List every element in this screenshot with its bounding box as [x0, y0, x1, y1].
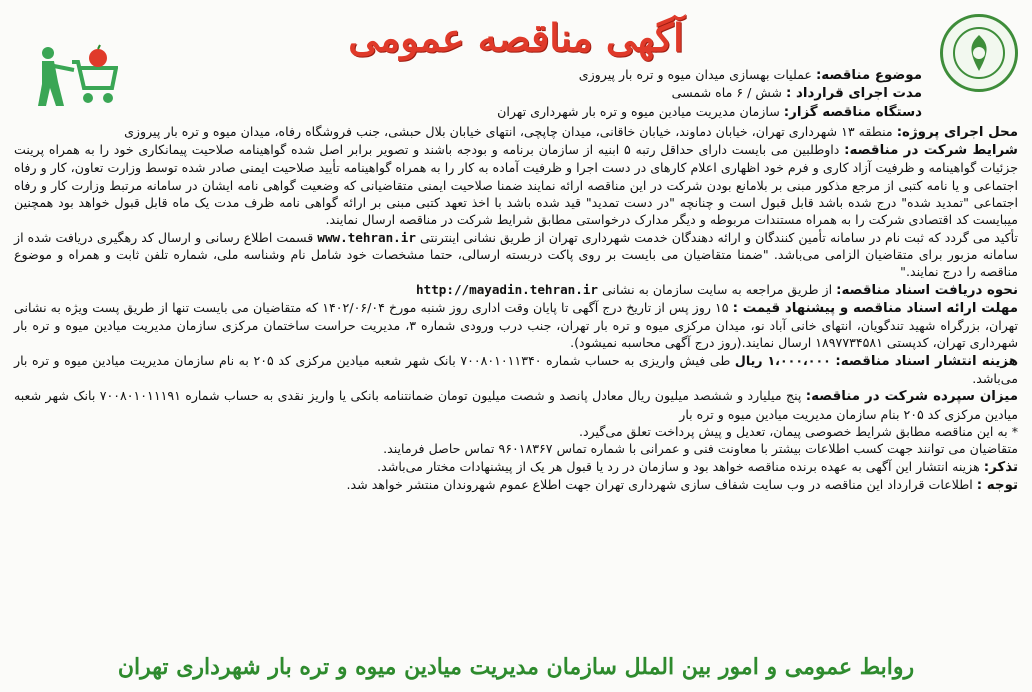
header-fields [14, 66, 922, 121]
deposit-note: * به این مناقصه مطابق شرایط خصوصی پیمان، تعدیل و پیش پرداخت تعلق می‌گیرد. [578, 423, 1018, 439]
registration-text-after: قسمت اطلاع رسانی و ارسال کد رهگیری دریافت شده از سامانه مزبور برای متقاضیان الزامی می‌باشد. "ضمنا متقاضیان می بایست بر روی پاکت دربسته ارسالی، حتما مشخصات خود شامل نام وشناسه ملی، شماره تلفن ثابت و همراه و موضوع مناقصه را درج نمایند." [14, 229, 1018, 280]
organizer-label: دستگاه مناقصه گزار: [783, 104, 922, 120]
fee-row [14, 352, 1018, 388]
location-value: منطقه ۱۳ شهرداری تهران، خیابان دماوند، خیابان خاقانی، میدان چاپچی، انتهای خیابان بلال حبشی، جنب فروشگاه رفاه، میدان میوه و تره بار پیروزی [124, 123, 893, 139]
municipality-logo-icon [940, 14, 1018, 92]
mayadin-link[interactable]: http://mayadin.tehran.ir [416, 281, 599, 297]
footer-credit: روابط عمومی و امور بین الملل سازمان مدیریت میادین میوه و تره بار شهرداری تهران [117, 654, 915, 680]
tehran-link[interactable]: www.tehran.ir [317, 229, 416, 245]
conditions-value: داوطلبین می بایست دارای حداقل رتبه ۵ ابنیه از سازمان برنامه و بودجه باشند و تصویر برابر اصل شده گواهینامه صلاحیت پیمانکاری خود را به همراه پرینت جزئیات گواهینامه و ظرفیت آزاد کاری و فرم خود اظهاری اعلام کارهای در دست اجرا و ظرفیت آماده به کار را به همراه گواهینامه تأیید صلاحیت ایمنی صادر شده توسط وزارت تعاون، کار و رفاه اجتماعی و یا نامه کتبی از مرجع مذکور مبنی بر بلامانع بودن شرکت در این مناقصه ارائه نمایند ضمنا صلاحیت ایمنی متقاضیانی که وضعیت گواهی نامه ایشان در سامانه مرتبط وزارت کار و رفاه اجتماعی "تمدید شده" درج شده باشد قابل قبول است و چنانچه "در دست تمدید" قید شده باشد با اخذ تعهد کتبی مبنی بر ارائه گواهی نامه ظرف مدت یک ماه قابل قبول خواهد بود همچنین میبایست کد اقتصادی شرکت را به همراه مستندات مربوطه و دیگر مدارک درخواستی مطابق شرایط شرکت در مناقصه ارسال نمایند. [14, 142, 1018, 228]
duration-label: مدت اجرای قرارداد : [786, 86, 922, 102]
fee-value: طی فیش واریزی به حساب شماره ۷۰۰۸۰۱۰۱۱۳۴۰ بانک شهر شعبه میادین مرکزی کد ۲۰۵ به نام سازمان مدیریت میادین میوه و تره بار می‌باشد. [14, 352, 1018, 387]
subject-row [14, 66, 922, 84]
shopping-cart-icon [34, 44, 118, 110]
conditions-label: شرایط شرکت در مناقصه: [844, 143, 1018, 159]
location-row [14, 123, 1018, 141]
deposit-label: میزان سپرده شرکت در مناقصه: [805, 389, 1018, 405]
attention-row [14, 476, 1018, 494]
location-label: محل اجرای پروژه: [896, 124, 1018, 140]
subject-value: عملیات بهسازی میدان میوه و تره بار پیروزی [578, 67, 812, 82]
registration-row [14, 229, 1018, 281]
organizer-row [14, 103, 922, 121]
deadline-row [14, 299, 1018, 352]
attention-value: اطلاعات قرارداد این مناقصه در وب سایت شفاف سازی شهرداری تهران جهت اطلاع عموم شهروندان منتشر خواهد شد. [346, 476, 973, 492]
deadline-label: مهلت ارائه اسناد مناقصه و پیشنهاد قیمت : [732, 300, 1018, 316]
docs-receipt-row [14, 281, 1018, 299]
fee-label: هزینه انتشار اسناد مناقصه: [835, 353, 1019, 369]
reminder-label: تذکر: [983, 459, 1018, 475]
deposit-row [14, 387, 1018, 423]
registration-text: تأکید می گردد که ثبت نام در سامانه تأمین کنندگان و ارائه دهندگان خدمت شهرداری تهران از طریق نشانی اینترنتی [420, 229, 1018, 245]
deposit-value: پنج میلیارد و ششصد میلیون ریال معادل پانصد و شصت میلیون تومان ضمانتنامه بانکی یا واریز نقدی به حساب شماره ۷۰۰۸۰۱۰۱۱۱۹۱ بانک شهر شعبه میادین مرکزی کد ۲۰۵ بنام سازمان مدیریت میادین میوه و تره بار [14, 388, 1018, 422]
reminder-value: هزینه انتشار این آگهی به عهده برنده مناقصه خواهد بود و سازمان در رد یا قبول هر یک از پیشنهادات مختار می‌باشد. [377, 458, 980, 474]
docs-receipt-value: از طریق مراجعه به سایت سازمان به نشانی [602, 281, 833, 297]
attention-label: توجه : [976, 477, 1018, 493]
fee-amount: ۱،۰۰۰،۰۰۰ ریال [734, 352, 831, 368]
reminder-row [14, 458, 1018, 476]
duration-row [14, 84, 922, 102]
notice-title: آگهی مناقصه عمومی [348, 15, 684, 60]
subject-label: موضوع مناقصه: [815, 68, 922, 83]
contact-row: متقاضیان می توانند جهت کسب اطلاعات بیشتر با معاونت فنی و عمرانی با شماره تماس ۹۶۰۱۸۳۶۷ تماس حاصل فرمایند. [383, 441, 1018, 457]
conditions-row [14, 141, 1018, 228]
notice-body [14, 123, 1018, 494]
organizer-value: سازمان مدیریت میادین میوه و تره بار شهرداری تهران [497, 103, 780, 119]
docs-receipt-label: نحوه دریافت اسناد مناقصه: [836, 282, 1018, 298]
deadline-value: ۱۵ روز پس از تاریخ درج آگهی تا پایان وقت اداری روز شنبه مورخ ۱۴۰۲/۰۶/۰۴ که متقاضیان می بایست تنها از طریق پست ویژه به نشانی تهران، بزرگراه شهید تندگویان، انتهای خانی آباد نو، میدان مرکزی میوه و تره بار تهران، جنب درب ورودی شماره ۳، مدیریت حراست ساختمان مرکزی سازمان مدیریت میادین میوه و تره بار شهرداری تهران، کدپستی ۱۸۹۷۷۳۴۵۸۱ ارسال نمایند.(روز درج آگهی محاسبه نمیشود). [14, 299, 1018, 351]
duration-value: شش / ۶ ماه شمسی [671, 85, 782, 101]
